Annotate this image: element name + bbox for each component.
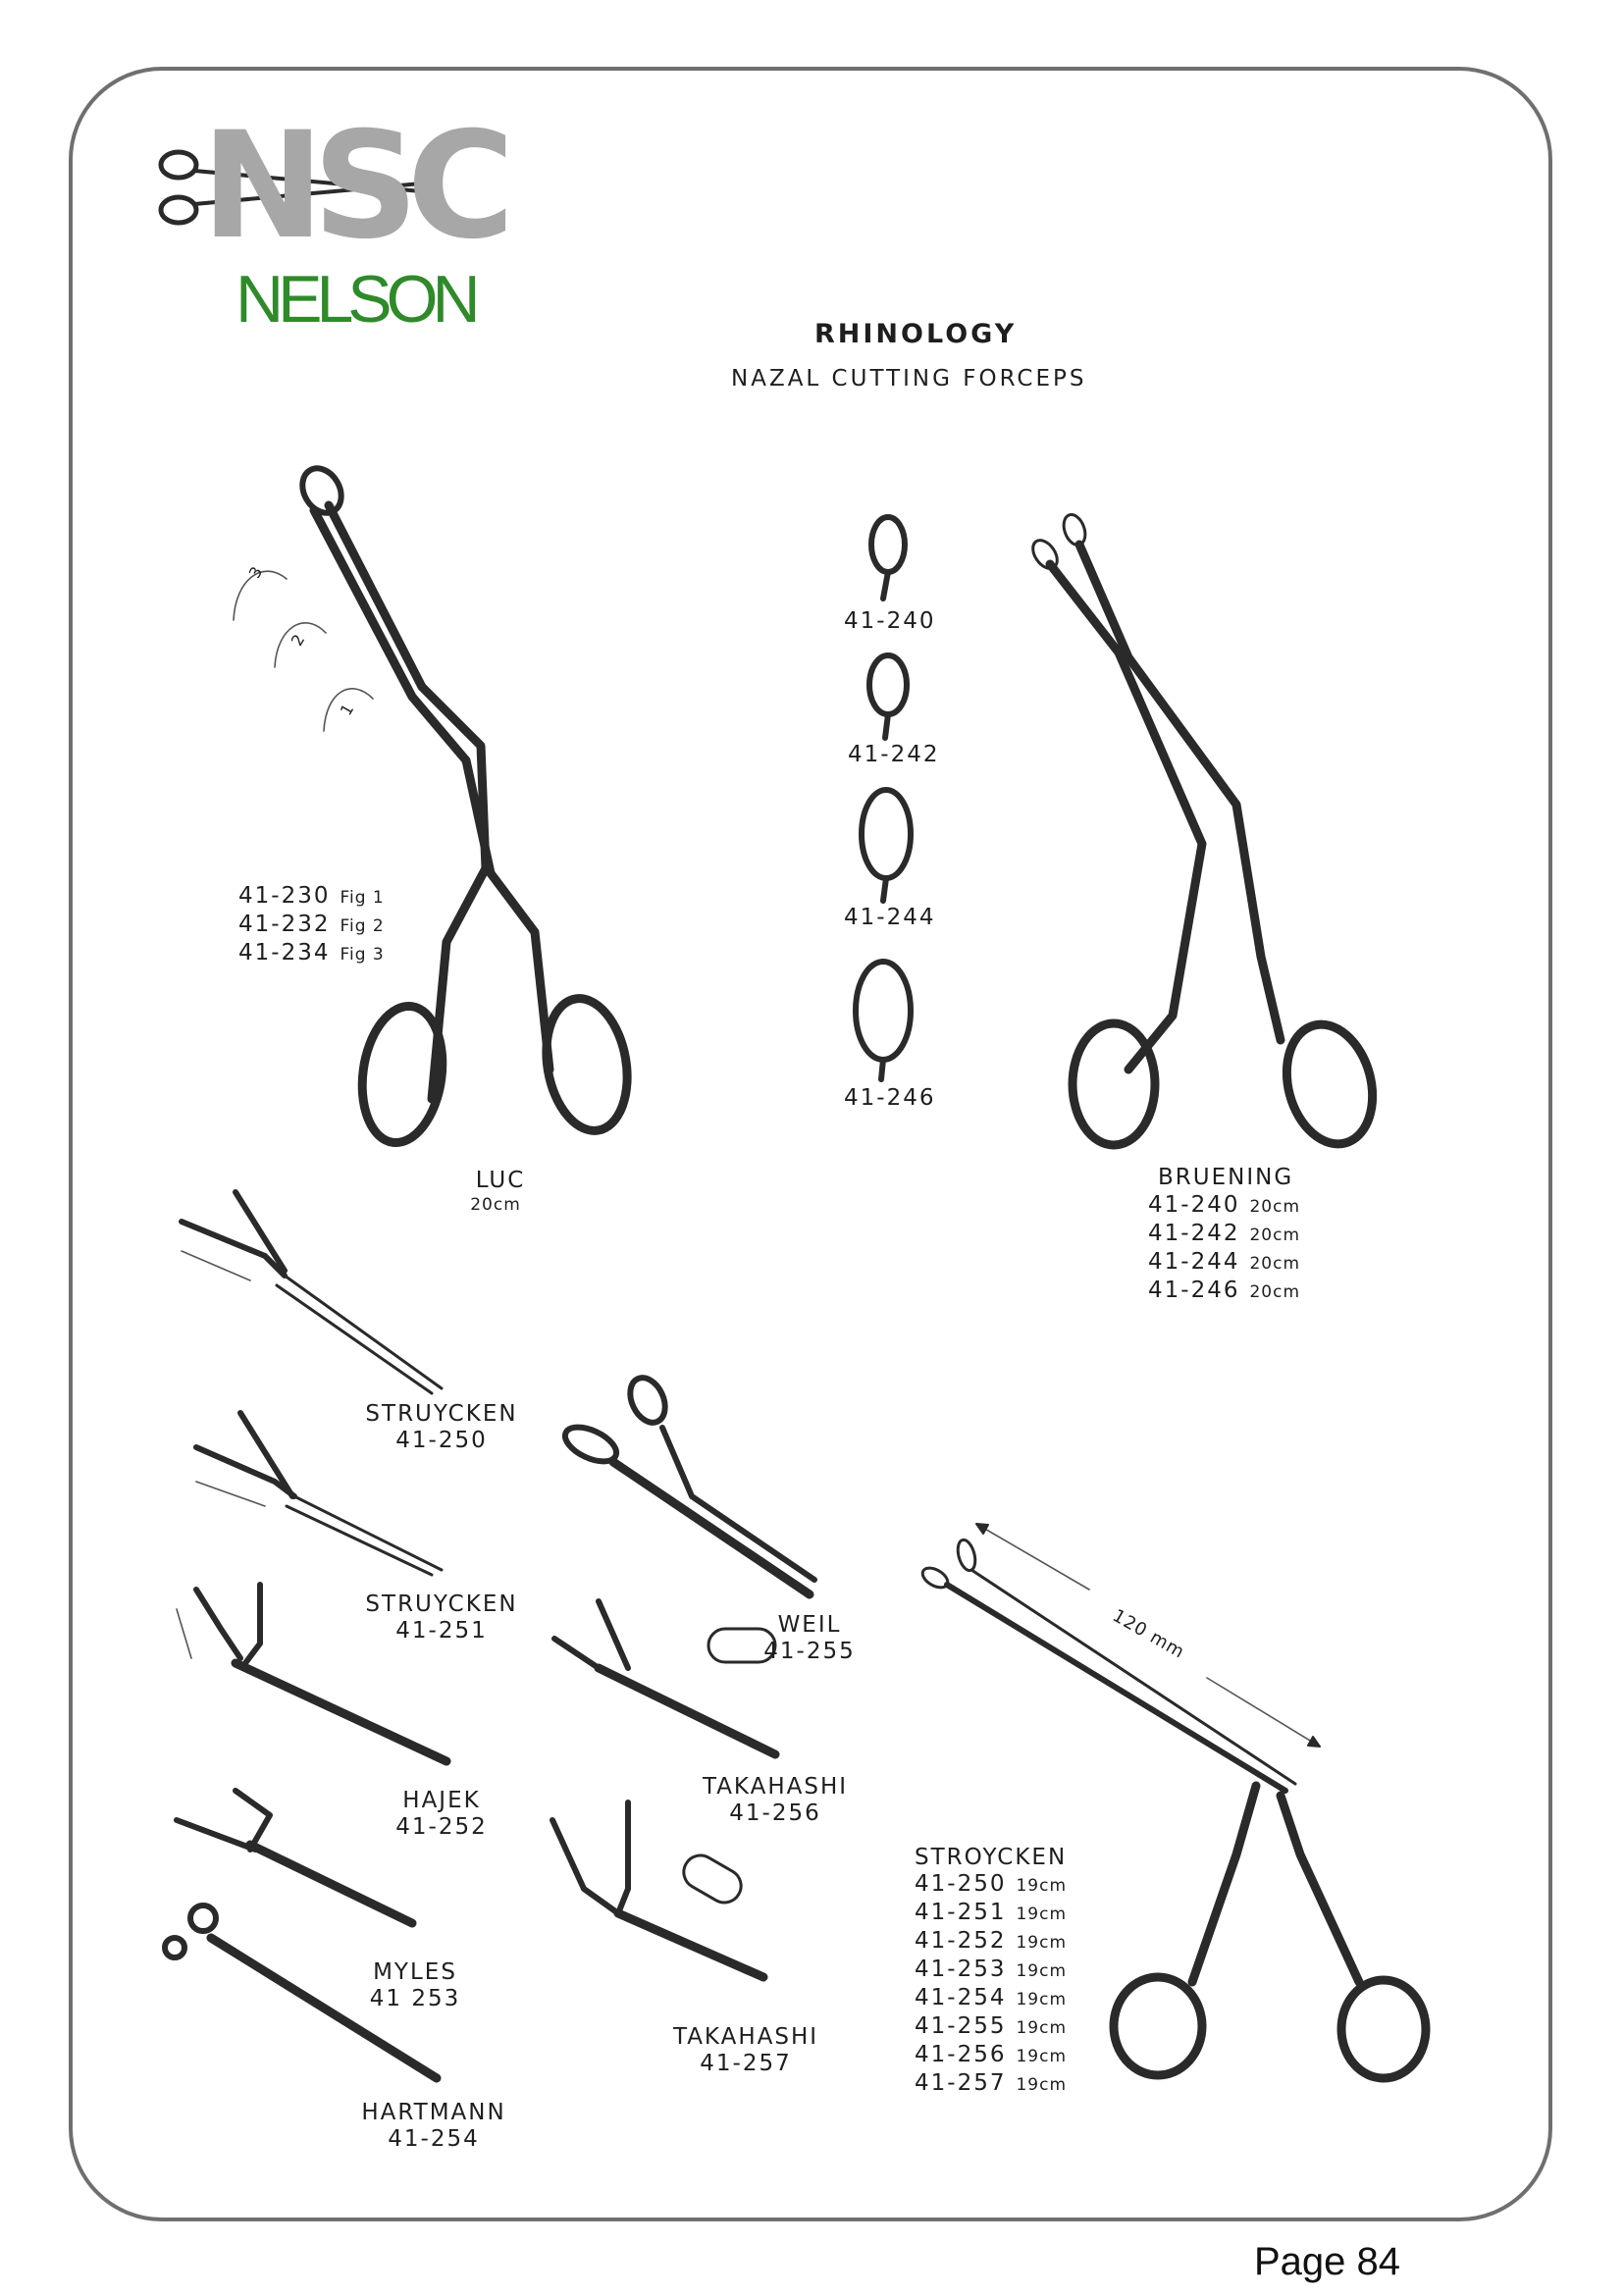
item-name: HAJEK xyxy=(402,1788,481,1813)
bruening-code: 41-244 xyxy=(1148,1249,1240,1275)
luc-code-list xyxy=(238,883,385,968)
takahashi-256-illustration xyxy=(554,1601,775,1754)
item-code: 41-252 xyxy=(395,1814,488,1840)
luc-fig: Fig 2 xyxy=(340,916,385,936)
takahashi-257-illustration xyxy=(552,1802,763,1977)
item-label-hartmann-254 xyxy=(345,2100,522,2153)
tip-code: 41-240 xyxy=(844,608,936,634)
stroycken-row xyxy=(915,1985,1067,2013)
stroycken-size: 19cm xyxy=(1016,2047,1068,2066)
item-code: 41-250 xyxy=(395,1428,488,1453)
item-name: WEIL xyxy=(777,1612,842,1638)
tip-code: 41-244 xyxy=(844,905,936,930)
stroycken-code: 41-251 xyxy=(915,1900,1007,1925)
bruening-code-list xyxy=(1148,1192,1300,1306)
weil-255-illustration xyxy=(560,1372,814,1594)
stroycken-code: 41-252 xyxy=(915,1928,1007,1954)
item-label-struycken-250 xyxy=(363,1401,520,1454)
item-label-myles-253 xyxy=(337,1959,494,2012)
luc-code: 41-234 xyxy=(238,940,331,965)
stroycken-size: 19cm xyxy=(1016,1933,1068,1953)
page-title: RHINOLOGY xyxy=(814,319,1018,349)
stroycken-row xyxy=(915,1928,1067,1957)
luc-fig: Fig 3 xyxy=(340,945,385,965)
stroycken-code: 41-254 xyxy=(915,1985,1007,2010)
dimension-label: 120 mm xyxy=(1109,1605,1188,1663)
luc-code-row xyxy=(238,912,385,940)
item-label-takahashi-257 xyxy=(657,2024,834,2077)
stroycken-row xyxy=(915,1957,1067,1985)
item-code: 41 253 xyxy=(369,1986,461,2011)
stroycken-code: 41-255 xyxy=(915,2013,1007,2039)
bruening-size: 20cm xyxy=(1249,1282,1301,1302)
luc-code-row xyxy=(238,940,385,968)
bruening-name: BRUENING xyxy=(1158,1165,1294,1190)
luc-fig-mark: 3 xyxy=(244,561,268,582)
bruening-code: 41-246 xyxy=(1148,1278,1240,1303)
item-label-weil-255 xyxy=(756,1612,864,1665)
stroycken-size: 19cm xyxy=(1016,1961,1068,1981)
stroycken-size: 19cm xyxy=(1016,1876,1068,1896)
luc-code: 41-230 xyxy=(238,883,331,909)
stroycken-size: 19cm xyxy=(1016,1990,1068,2009)
bruening-forceps-illustration xyxy=(1028,512,1386,1154)
stroycken-size: 19cm xyxy=(1016,2075,1068,2095)
stroycken-name: STROYCKEN xyxy=(915,1845,1068,1870)
stroycken-code: 41-257 xyxy=(915,2070,1007,2096)
stroycken-row xyxy=(915,2013,1067,2042)
item-label-struycken-251 xyxy=(363,1592,520,1644)
bruening-row xyxy=(1148,1192,1300,1221)
item-name: STRUYCKEN xyxy=(365,1401,518,1427)
stroycken-code: 41-253 xyxy=(915,1957,1007,1982)
item-label-hajek-252 xyxy=(363,1788,520,1841)
item-code: 41-254 xyxy=(388,2126,480,2152)
luc-size: 20cm xyxy=(470,1195,521,1215)
item-name: TAKAHASHI xyxy=(672,2024,819,2050)
stroycken-row xyxy=(915,2042,1067,2070)
struycken-250-illustration xyxy=(182,1192,442,1393)
item-label-takahashi-256 xyxy=(687,1774,864,1827)
item-name: STRUYCKEN xyxy=(365,1592,518,1617)
stroycken-row xyxy=(915,2070,1067,2099)
stroycken-size: 19cm xyxy=(1016,1905,1068,1924)
stroycken-code: 41-250 xyxy=(915,1871,1007,1897)
page-subtitle: NAZAL CUTTING FORCEPS xyxy=(731,366,1087,391)
stroycken-code-list xyxy=(915,1871,1067,2099)
luc-code: 41-232 xyxy=(238,912,331,937)
luc-code-row xyxy=(238,883,385,912)
luc-fig: Fig 1 xyxy=(340,888,385,908)
logo-mark: NSC xyxy=(201,101,503,272)
luc-fig-mark: 1 xyxy=(336,699,359,719)
stroycken-size: 19cm xyxy=(1016,2018,1068,2038)
bruening-code: 41-240 xyxy=(1148,1192,1240,1218)
item-code: 41-257 xyxy=(700,2051,792,2076)
page-number: Page 84 xyxy=(1254,2240,1401,2283)
luc-name: LUC xyxy=(475,1168,526,1193)
tip-details-illustration xyxy=(856,517,911,1079)
bruening-size: 20cm xyxy=(1249,1197,1301,1217)
luc-forceps-illustration xyxy=(234,461,637,1148)
bruening-code: 41-242 xyxy=(1148,1221,1240,1246)
stroycken-row xyxy=(915,1900,1067,1928)
item-name: TAKAHASHI xyxy=(702,1774,849,1800)
stroycken-code: 41-256 xyxy=(915,2042,1007,2067)
item-name: HARTMANN xyxy=(361,2100,506,2125)
bruening-row xyxy=(1148,1278,1300,1306)
bruening-row xyxy=(1148,1249,1300,1278)
tip-code: 41-242 xyxy=(848,742,940,767)
tip-code: 41-246 xyxy=(844,1085,936,1111)
item-name: MYLES xyxy=(373,1959,457,1985)
bruening-size: 20cm xyxy=(1249,1226,1301,1245)
stroycken-row xyxy=(915,1871,1067,1900)
bruening-row xyxy=(1148,1221,1300,1249)
item-code: 41-255 xyxy=(763,1639,856,1664)
item-code: 41-251 xyxy=(395,1618,488,1644)
logo-name: NELSON xyxy=(236,262,475,337)
luc-fig-mark: 2 xyxy=(287,629,310,650)
item-code: 41-256 xyxy=(729,1800,821,1826)
bruening-size: 20cm xyxy=(1249,1254,1301,1274)
